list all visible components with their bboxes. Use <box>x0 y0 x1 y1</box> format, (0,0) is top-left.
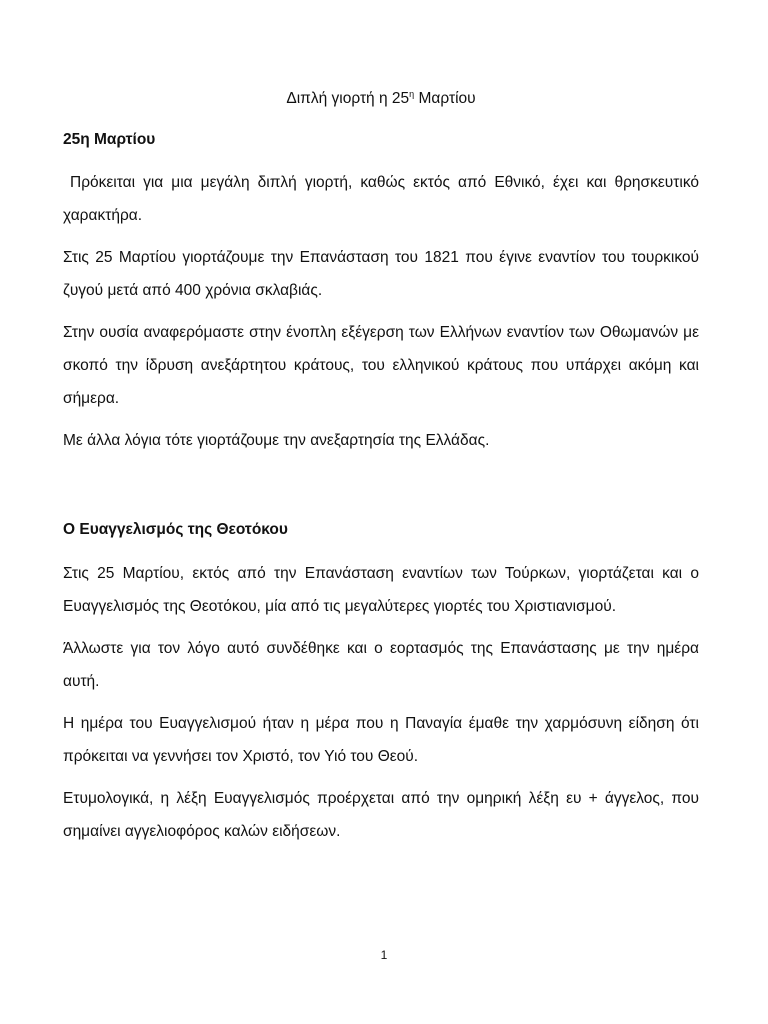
document-title-main: Διπλή γιορτή η 25 <box>286 90 410 107</box>
document-title-tail: Μαρτίου <box>414 90 476 107</box>
paragraph: Στις 25 Μαρτίου γιορτάζουμε την Επανάσταση του 1821 που έγινε εναντίον του τουρκικού ζυγού μετά από 400 χρόνια σκλαβιάς. <box>63 249 699 299</box>
paragraph: Με άλλα λόγια τότε γιορτάζουμε την ανεξαρτησία της Ελλάδας. <box>63 432 490 449</box>
paragraph: Η ημέρα του Ευαγγελισμού ήταν η μέρα που η Παναγία έμαθε την χαρμόσυνη είδηση ότι πρόκειται να γεννήσει τον Χριστό, τον Υιό του Θεού. <box>63 715 699 765</box>
document-title <box>63 88 699 110</box>
paragraph: Στην ουσία αναφερόμαστε στην ένοπλη εξέγερση των Ελλήνων εναντίον των Οθωμανών με σκοπό την ίδρυση ανεξάρτητου κράτους, του ελληνικού κράτους που υπάρχει ακόμη και σήμερα. <box>63 324 699 407</box>
paragraph: Στις 25 Μαρτίου, εκτός από την Επανάσταση εναντίων των Τούρκων, γιορτάζεται και ο Ευαγγελισμός της Θεοτόκου, μία από τις μεγαλύτερες γιορτές του Χριστιανισμού. <box>63 565 699 615</box>
paragraph: Άλλωστε για τον λόγο αυτό συνδέθηκε και ο εορτασμός της Επανάστασης με την ημέρα αυτή. <box>63 640 699 690</box>
paragraph: Ετυμολογικά, η λέξη Ευαγγελισμός προέρχεται από την ομηρική λέξη ευ + άγγελος, που σημαίνει αγγελιοφόρος καλών ειδήσεων. <box>63 790 699 840</box>
paragraph: Πρόκειται για μια μεγάλη διπλή γιορτή, καθώς εκτός από Εθνικό, έχει και θρησκευτικό χαρακτήρα. <box>63 174 699 224</box>
section-heading-revolution: 25η Μαρτίου <box>63 131 156 148</box>
document-body <box>63 88 699 848</box>
page-number: 1 <box>380 948 388 962</box>
document-title-superscript: η <box>409 89 415 99</box>
section-heading-annunciation: Ο Ευαγγελισμός της Θεοτόκου <box>63 521 288 538</box>
